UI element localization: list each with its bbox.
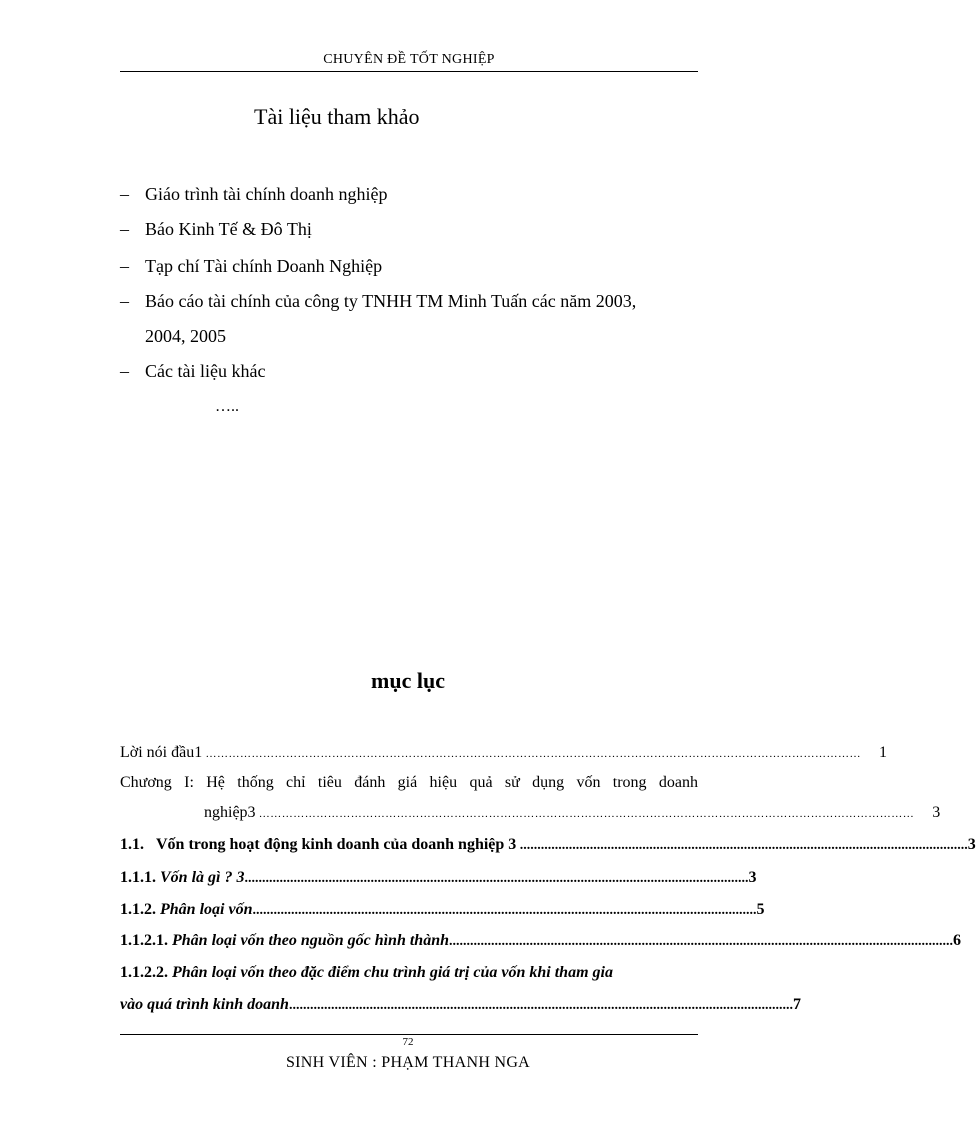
toc-leader: ................................................................................................................................ bbox=[516, 838, 968, 853]
header-divider bbox=[120, 71, 698, 72]
reference-text: Báo Kinh Tế & Đô Thị bbox=[145, 219, 312, 239]
toc-entry-number: 1.1. bbox=[120, 836, 144, 853]
reference-text: Báo cáo tài chính của công ty TNHH TM Minh Tuấn các năm 2003, bbox=[145, 291, 637, 311]
ellipsis: ….. bbox=[215, 398, 239, 415]
toc-entry bbox=[120, 744, 887, 762]
toc-page: 1 bbox=[878, 744, 887, 761]
reference-item bbox=[120, 291, 636, 312]
toc-page: 3 bbox=[932, 804, 941, 821]
page-number: 72 bbox=[402, 1036, 414, 1048]
references-title: Tài liệu tham khảo bbox=[254, 104, 420, 129]
reference-item bbox=[120, 219, 312, 240]
toc-entry-number: 1.1.1. bbox=[120, 869, 156, 886]
toc-page: 7 bbox=[792, 996, 801, 1013]
toc-entry bbox=[120, 869, 757, 887]
footer-author: SINH VIÊN : PHẠM THANH NGA bbox=[285, 1054, 531, 1071]
list-dash: – bbox=[120, 291, 129, 311]
toc-entry-text: Phân loại vốn theo nguồn gốc hình thành bbox=[172, 932, 449, 949]
reference-item bbox=[120, 256, 382, 277]
toc-entry-number: 1.1.2. bbox=[120, 901, 156, 918]
reference-text: Tạp chí Tài chính Doanh Nghiệp bbox=[145, 256, 383, 276]
list-dash: – bbox=[120, 219, 129, 239]
toc-title: mục lục bbox=[371, 668, 445, 693]
toc-entry-text-continued: nghiệp3 bbox=[204, 804, 256, 821]
toc-entry-number: 1.1.2.2. bbox=[120, 964, 168, 981]
toc-entry bbox=[120, 901, 765, 919]
toc-entry bbox=[120, 996, 801, 1014]
toc-leader: ……………………………………………………………………………………………………………………………………………………… bbox=[255, 808, 915, 820]
toc-entry-text: Phân loại vốn theo đặc điểm chu trình giá trị của vốn khi tham gia bbox=[172, 964, 613, 981]
toc-entry-number: 1.1.2.1. bbox=[120, 932, 168, 949]
toc-leader: ................................................................................................................................................ bbox=[448, 934, 953, 949]
toc-entry bbox=[120, 932, 961, 950]
toc-page: 3 bbox=[748, 869, 757, 886]
toc-page: 5 bbox=[756, 901, 765, 918]
toc-entry-text: Phân loại vốn bbox=[160, 901, 253, 918]
reference-text: Giáo trình tài chính doanh nghiệp bbox=[145, 184, 388, 204]
toc-leader: ……………………………………………………………………………………………………………………………………………………… bbox=[202, 748, 861, 760]
toc-leader: ................................................................................................................................................ bbox=[244, 871, 749, 886]
list-dash: – bbox=[120, 184, 129, 204]
toc-leader: ................................................................................................................................................ bbox=[252, 903, 757, 918]
reference-text: Các tài liệu khác bbox=[145, 361, 266, 381]
toc-entry bbox=[120, 964, 738, 982]
list-dash: – bbox=[120, 256, 129, 276]
toc-entry-text: Vốn trong hoạt động kinh doanh của doanh nghiệp 3 bbox=[156, 836, 517, 853]
toc-leader: ................................................................................................................................................ bbox=[288, 998, 793, 1013]
running-header: CHUYÊN ĐỀ TỐT NGHIỆP bbox=[323, 52, 495, 67]
toc-entry-text: Lời nói đầu1 bbox=[120, 744, 203, 761]
toc-entry-text: Chương I: Hệ thống chỉ tiêu đánh giá hiệu quả sử dụng vốn trong doanh bbox=[120, 774, 698, 791]
toc-page: 3 bbox=[967, 836, 976, 853]
toc-entry bbox=[120, 836, 976, 854]
toc-entry-text-continued: vào quá trình kinh doanh bbox=[120, 996, 289, 1013]
footer-divider bbox=[120, 1034, 698, 1035]
reference-text-continued: 2004, 2005 bbox=[145, 326, 226, 346]
toc-entry bbox=[204, 804, 941, 822]
reference-item bbox=[120, 184, 387, 205]
reference-item bbox=[120, 361, 265, 382]
list-dash: – bbox=[120, 361, 129, 381]
toc-page: 6 bbox=[952, 932, 961, 949]
toc-entry-text: Vốn là gì ? 3 bbox=[160, 869, 245, 886]
